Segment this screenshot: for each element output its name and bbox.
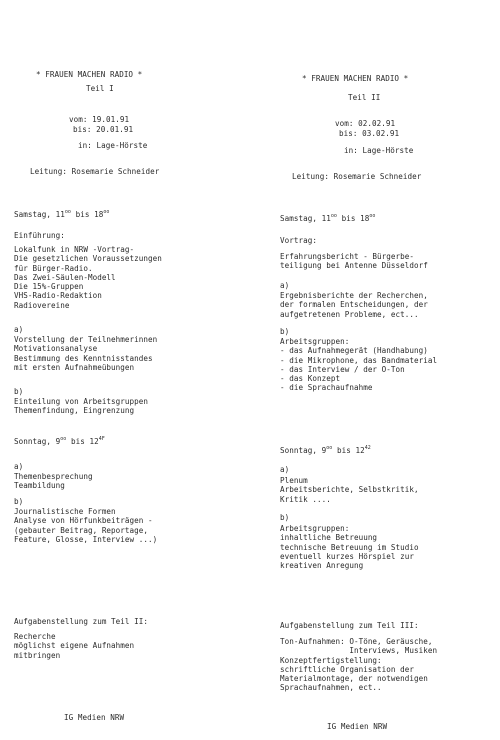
left-section-a2-label: a) [14, 462, 24, 471]
list-item: inhaltliche Betreuung [280, 533, 378, 543]
right-leitung: Leitung: Rosemarie Schneider [292, 172, 422, 181]
right-teil: Teil II [348, 93, 381, 102]
list-item: Die 15%-Gruppen [14, 282, 84, 292]
list-item: Analyse von Hörfunkbeiträgen - [14, 516, 153, 526]
left-section-b2-label: b) [14, 497, 24, 506]
left-footer: IG Medien NRW [64, 713, 125, 722]
right-day-sunday: Sonntag, $9^{oo}$ bis $12^{42}$ [280, 445, 371, 455]
right-aufgabe-heading: Aufgabenstellung zum Teil III: [280, 621, 419, 630]
right-aufgabe-list [280, 637, 437, 693]
list-item: - die Sprachaufnahme [280, 383, 373, 393]
left-location: in: Lage-Hörste [78, 141, 148, 150]
left-section-a-label: a) [14, 325, 24, 334]
left-section-a-list [14, 335, 157, 372]
left-day-saturday: Samstag, $11^{oo}$ bis $18^{oo}$ [14, 209, 110, 219]
list-item: Interviews, Musiken [280, 646, 438, 656]
right-section-b-list [280, 337, 437, 393]
list-item: aufgetretenen Probleme, ect... [280, 309, 419, 319]
list-item: technische Betreuung im Studio [280, 542, 419, 552]
list-item: Plenum [280, 476, 308, 485]
left-leitung: Leitung: Rosemarie Schneider [30, 167, 160, 176]
list-item: Sprachaufnahmen, ect.. [280, 683, 382, 693]
list-item: Feature, Glosse, Interview ...) [14, 534, 158, 544]
left-einfuehrung-heading: Einführung: [14, 231, 65, 240]
left-section-b-list [14, 397, 148, 416]
right-date-from: vom: 02.02.91 [335, 119, 396, 128]
list-item: schriftliche Organisation der [280, 664, 415, 674]
list-item: - das Interview / der O-Ton [280, 364, 405, 374]
left-day-sunday: Sonntag, $9^{oo}$ bis $12^{4F}$ [14, 436, 105, 446]
list-item: Das Zwei-Säulen-Modell [14, 272, 116, 282]
list-item: für Bürger-Radio. [14, 263, 93, 273]
list-item: Materialmontage, der notwendigen [280, 674, 428, 684]
right-section-a2-list [280, 476, 419, 504]
right-date-to: bis: 03.02.91 [339, 129, 400, 138]
left-date-to: bis: 20.01.91 [73, 125, 134, 134]
left-teil: Teil I [86, 84, 114, 93]
list-item: Ergebnisberichte der Recherchen, [280, 291, 428, 300]
list-item: Erfahrungsbericht - Bürgerbe- [280, 252, 415, 261]
list-item: Journalistische Formen [14, 507, 116, 516]
list-item: Einteilung von Arbeitsgruppen [14, 397, 149, 406]
list-item: mit ersten Aufnahmeübungen [14, 362, 135, 372]
right-section-b-label: b) [280, 327, 290, 336]
list-item: - das Aufnahmegerät (Handhabung) [280, 346, 428, 356]
list-item: Radiovereine [14, 300, 70, 310]
list-item: Arbeitsgruppen: [280, 524, 350, 533]
list-item: mitbringen [14, 650, 61, 660]
list-item: Vorstellung der Teilnehmerinnen [14, 335, 158, 344]
list-item: - die Mikrophone, das Bandmaterial [280, 355, 438, 365]
left-title: * FRAUEN MACHEN RADIO * [36, 70, 143, 79]
list-item: Arbeitsgruppen: [280, 337, 350, 346]
list-item: Teambildung [14, 481, 65, 491]
left-date-from: vom: 19.01.91 [69, 115, 130, 124]
list-item: Konzeptfertigstellung: [280, 655, 382, 665]
right-vortrag-list [280, 252, 428, 271]
right-title: * FRAUEN MACHEN RADIO * [302, 74, 409, 83]
left-aufgabe-heading: Aufgabenstellung zum Teil II: [14, 617, 149, 626]
list-item: Arbeitsberichte, Selbstkritik, [280, 485, 419, 495]
list-item: Motivationsanalyse [14, 344, 98, 354]
right-section-a-list [280, 291, 428, 319]
list-item: teiligung bei Antenne Düsseldorf [280, 261, 428, 271]
right-section-b2-label: b) [280, 513, 290, 522]
right-location: in: Lage-Hörste [344, 146, 414, 155]
list-item: Recherche [14, 632, 56, 641]
list-item: Kritik .... [280, 494, 331, 504]
list-item: Lokalfunk in NRW -Vortrag- [14, 245, 135, 254]
right-section-a2-label: a) [280, 465, 290, 474]
list-item: eventuell kurzes Hörspiel zur [280, 551, 415, 561]
left-aufgabe-list [14, 632, 134, 660]
list-item: kreativen Anregung [280, 561, 364, 571]
right-section-a-label: a) [280, 281, 290, 290]
left-einfuehrung-list [14, 245, 162, 310]
list-item: Themenbesprechung [14, 472, 93, 481]
right-section-b2-list [280, 524, 419, 570]
list-item: Bestimmung des Kenntnisstandes [14, 353, 153, 363]
left-section-a2-list [14, 472, 93, 491]
list-item: Die gesetzlichen Voraussetzungen [14, 254, 162, 264]
right-vortrag-heading: Vortrag: [280, 236, 317, 245]
list-item: Ton-Aufnahmen: O-Töne, Geräusche, [280, 637, 433, 646]
list-item: der formalen Entscheidungen, der [280, 300, 428, 310]
list-item: (gebauter Beitrag, Reportage, [14, 525, 149, 535]
list-item: VHS-Radio-Redaktion [14, 291, 102, 301]
left-section-b-label: b) [14, 387, 24, 396]
left-section-b2-list [14, 507, 157, 544]
right-footer: IG Medien NRW [327, 722, 388, 731]
list-item: möglichst eigene Aufnahmen [14, 641, 135, 651]
list-item: - das Konzept [280, 374, 341, 384]
list-item: Themenfindung, Eingrenzung [14, 406, 135, 416]
right-day-saturday: Samstag, $11^{oo}$ bis $18^{oo}$ [280, 213, 376, 223]
